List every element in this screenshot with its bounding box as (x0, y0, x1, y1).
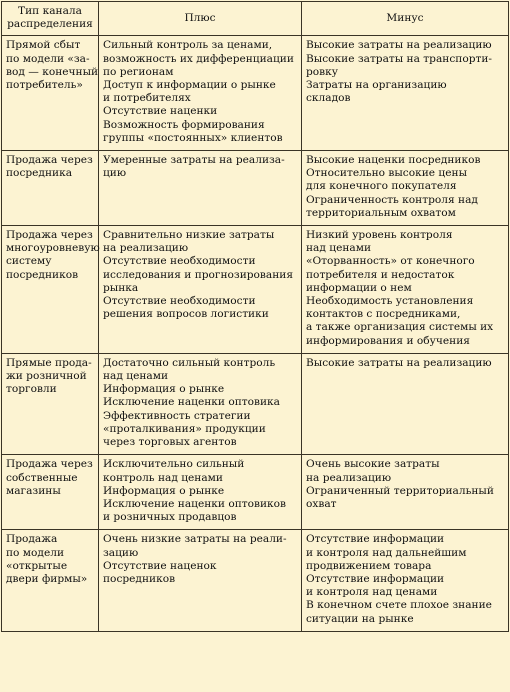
plus-cell-line: контроль над ценами (103, 471, 223, 484)
plus-cell-line: зацию (103, 546, 139, 559)
minus-cell-line: Низкий уровень контроля (306, 229, 453, 242)
plus-cell (99, 151, 302, 226)
plus-cell-line: исследования и прогнозирования (103, 268, 293, 281)
plus-cell (99, 353, 302, 454)
channel-type-cell (2, 455, 99, 530)
plus-cell-line: решения вопросов логистики (103, 308, 269, 321)
minus-cell-line: и контроля над дальнейшим (306, 546, 467, 559)
minus-cell-line: территориальным охватом (306, 206, 456, 219)
channel-type-cell-line: посредников (6, 268, 79, 281)
minus-cell-line: Высокие затраты на реализацию (306, 356, 492, 369)
plus-cell (99, 226, 302, 354)
minus-cell-line: Ограниченный территориальный (306, 484, 494, 497)
plus-cell-line: Возможность формирования (103, 118, 265, 131)
minus-cell (302, 36, 509, 151)
channel-type-cell (2, 36, 99, 151)
minus-cell-line: информирования и обучения (306, 334, 470, 347)
minus-cell-line: Отсутствие информации (306, 533, 445, 546)
distribution-channels-table (1, 1, 509, 632)
minus-cell (302, 530, 509, 631)
plus-cell-line: Отсутствие наценки (103, 105, 218, 118)
channel-type-cell-line: Прямой сбыт (6, 39, 81, 52)
channel-type-cell-line: по модели (6, 546, 65, 559)
plus-cell-line: Информация о рынке (103, 484, 225, 497)
minus-cell (302, 151, 509, 226)
plus-cell (99, 455, 302, 530)
channel-type-cell-line: систему (6, 255, 52, 268)
minus-cell-line: потребителя и недостаток (306, 268, 455, 281)
minus-cell-line: над ценами (306, 242, 372, 255)
plus-cell-line: Отсутствие необходимости (103, 255, 256, 268)
minus-cell-line: Необходимость установления (306, 295, 474, 308)
plus-cell-line: Исключение наценки оптовиков (103, 497, 287, 510)
header-minus: Минус (302, 2, 509, 36)
channel-type-cell (2, 353, 99, 454)
minus-cell-line: а также организация системы их (306, 321, 494, 334)
table-row (2, 151, 509, 226)
plus-cell-line: по регионам (103, 65, 174, 78)
table-row (2, 530, 509, 631)
channel-type-cell-line: двери фирмы» (6, 572, 88, 585)
header-plus: Плюс (99, 2, 302, 36)
plus-cell-line: возможность их дифференциации (103, 52, 294, 65)
minus-cell-line: В конечном счете плохое знание (306, 599, 492, 612)
plus-cell-line: группы «постоянных» клиентов (103, 131, 283, 144)
channel-type-cell-line: Продажа через (6, 229, 93, 242)
plus-cell-line: рынка (103, 281, 139, 294)
plus-cell-line: цию (103, 167, 127, 180)
plus-cell (99, 36, 302, 151)
minus-cell-line: на реализацию (306, 471, 392, 484)
table-row (2, 226, 509, 354)
plus-cell-line: Доступ к информации о рынке (103, 79, 276, 92)
channel-type-cell-line: Прямые прода- (6, 356, 92, 369)
channel-type-cell-line: по модели «за- (6, 52, 90, 65)
minus-cell-line: охват (306, 497, 337, 510)
channel-type-cell-line: жи розничной (6, 370, 87, 383)
plus-cell-line: Информация о рынке (103, 383, 225, 396)
channel-type-cell-line: торговли (6, 383, 57, 396)
header-row (2, 2, 509, 36)
channel-type-cell-line: потребитель» (6, 79, 83, 92)
plus-cell-line: и потребителях (103, 92, 191, 105)
minus-cell (302, 353, 509, 454)
minus-cell (302, 455, 509, 530)
minus-cell-line: Высокие затраты на транспорти- (306, 52, 492, 65)
plus-cell (99, 530, 302, 631)
channel-type-cell-line: многоуровневую (6, 242, 100, 255)
header-channel-type-line: распределения (7, 18, 93, 31)
minus-cell-line: ситуации на рынке (306, 612, 414, 625)
minus-cell-line: информации о нем (306, 281, 412, 294)
plus-cell-line: над ценами (103, 370, 169, 383)
minus-cell-line: Отсутствие информации (306, 572, 445, 585)
channel-type-cell-line: магазины (6, 484, 61, 497)
plus-cell-line: и розничных продавцов (103, 511, 237, 524)
channel-type-cell (2, 226, 99, 354)
table-body (2, 36, 509, 631)
plus-cell-line: через торговых агентов (103, 436, 237, 449)
channel-type-cell-line: вод — конечный (6, 65, 99, 78)
minus-cell-line: продвижением товара (306, 559, 432, 572)
minus-cell-line: «Оторванность» от конечного (306, 255, 475, 268)
plus-cell-line: Сравнительно низкие затраты (103, 229, 275, 242)
plus-cell-line: Отсутствие необходимости (103, 295, 256, 308)
plus-cell-line: Эффективность стратегии (103, 409, 251, 422)
minus-cell-line: контактов с посредниками, (306, 308, 461, 321)
table-row (2, 36, 509, 151)
channel-type-cell-line: посредника (6, 167, 73, 180)
plus-cell-line: Достаточно сильный контроль (103, 356, 276, 369)
channel-type-cell (2, 530, 99, 631)
plus-cell-line: Исключительно сильный (103, 458, 245, 471)
table-row (2, 455, 509, 530)
channel-type-cell-line: Продажа через (6, 458, 93, 471)
header-channel-type-line: Тип канала (18, 5, 82, 17)
plus-cell-line: «проталкивания» продукции (103, 422, 266, 435)
minus-cell (302, 226, 509, 354)
minus-cell-line: Ограниченность контроля над (306, 193, 478, 206)
minus-cell-line: ровку (306, 65, 338, 78)
minus-cell-line: Высокие затраты на реализацию (306, 39, 492, 52)
plus-cell-line: Исключение наценки оптовика (103, 396, 280, 409)
channel-type-cell-line: Продажа через (6, 154, 93, 167)
minus-cell-line: складов (306, 92, 351, 105)
channel-type-cell-line: «открытые (6, 559, 68, 572)
plus-cell-line: Очень низкие затраты на реали- (103, 533, 287, 546)
channel-type-cell-line: Продажа (6, 533, 58, 546)
minus-cell-line: Относительно высокие цены (306, 167, 468, 180)
plus-cell-line: на реализацию (103, 242, 189, 255)
plus-cell-line: Сильный контроль за ценами, (103, 39, 273, 52)
channel-type-cell-line: собственные (6, 471, 78, 484)
table-row (2, 353, 509, 454)
plus-cell-line: Умеренные затраты на реализа- (103, 154, 285, 167)
plus-cell-line: посредников (103, 572, 176, 585)
minus-cell-line: Высокие наценки посредников (306, 154, 481, 167)
header-channel-type (2, 2, 99, 36)
minus-cell-line: и контроля над ценами (306, 586, 438, 599)
minus-cell-line: для конечного покупателя (306, 180, 457, 193)
minus-cell-line: Очень высокие затраты (306, 458, 440, 471)
plus-cell-line: Отсутствие наценок (103, 559, 217, 572)
channel-type-cell (2, 151, 99, 226)
minus-cell-line: Затраты на организацию (306, 79, 447, 92)
